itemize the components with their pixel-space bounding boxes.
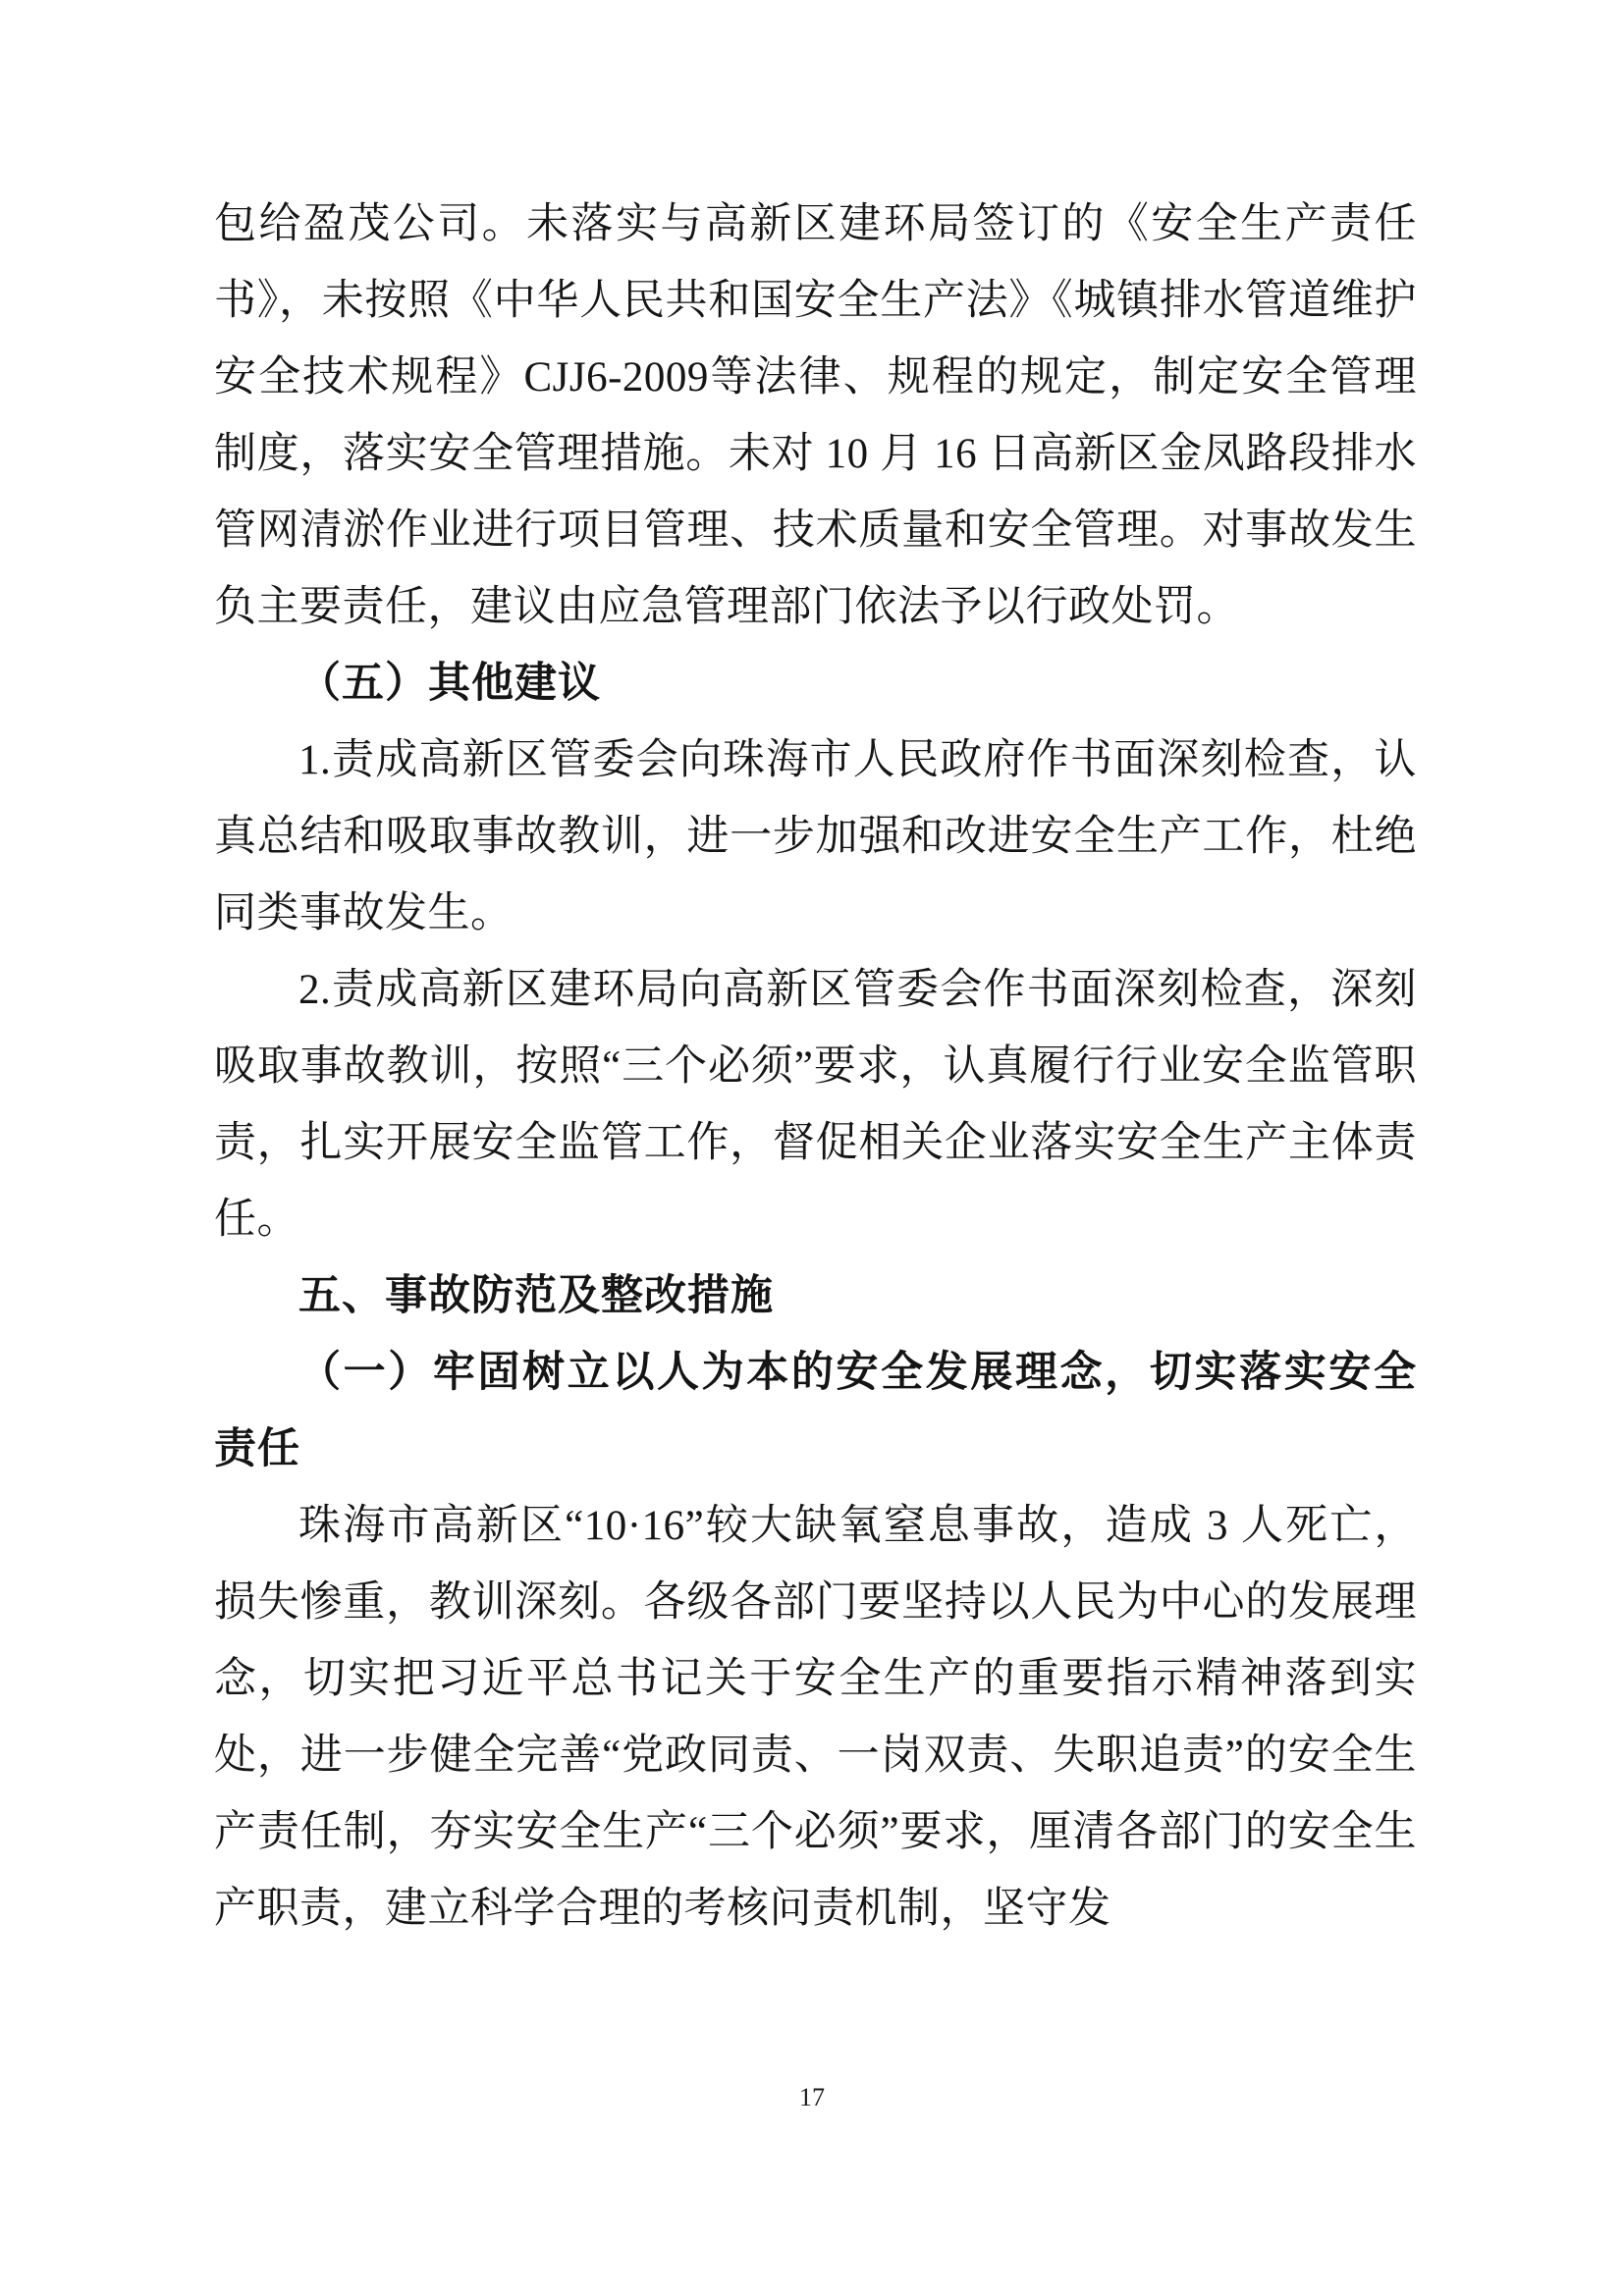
- section-heading-five-prevention-measures: 五、事故防范及整改措施: [298, 1273, 774, 1319]
- paragraph-item-2: 2.责成高新区建环局向高新区管委会作书面深刻检查，深刻吸取事故教训，按照“三个必须”要求，认真履行行业安全监管职责，扎实开展安全监管工作，督促相关企业落实安全生产主体责任。: [214, 967, 1417, 1243]
- section-heading-five-other-suggestions: （五）其他建议: [298, 661, 601, 707]
- paragraph-accident-summary: 珠海市高新区“10·16”较大缺氧窒息事故，造成 3 人死亡，损失惨重，教训深刻。各级各部门要坚持以人民为中心的发展理念，切实把习近平总书记关于安全生产的重要指示精神落到实处，进一步健全完善“党政同责、一岗双责、失职追责”的安全生产责任制，夯实安全生产“三个必须”要求，厘清各部门的安全生产职责，建立科学合理的考核问责机制，坚守发: [214, 1503, 1417, 1932]
- page-body: [214, 187, 1417, 1948]
- paragraph-item-1: 1.责成高新区管委会向珠海市人民政府作书面深刻检查，认真总结和吸取事故教训，进一步加强和改进安全生产工作，杜绝同类事故发生。: [214, 737, 1417, 936]
- paragraph-continued-text: 包给盈茂公司。未落实与高新区建环局签订的《安全生产责任书》，未按照《中华人民共和国安全生产法》《城镇排水管道维护安全技术规程》CJJ6-2009等法律、规程的规定，制定安全管理制度，落实安全管理措施。未对 10 月 16 日高新区金凤路段排水管网清淤作业进行项目管理、技术质量和安全管理。对事故发生负主要责任，建议由应急管理部门依法予以行政处罚。: [214, 201, 1417, 630]
- subsection-heading-one-safety-concept: （一）牢固树立以人为本的安全发展理念，切实落实安全责任: [214, 1350, 1417, 1472]
- page-number: 17: [799, 2083, 825, 2111]
